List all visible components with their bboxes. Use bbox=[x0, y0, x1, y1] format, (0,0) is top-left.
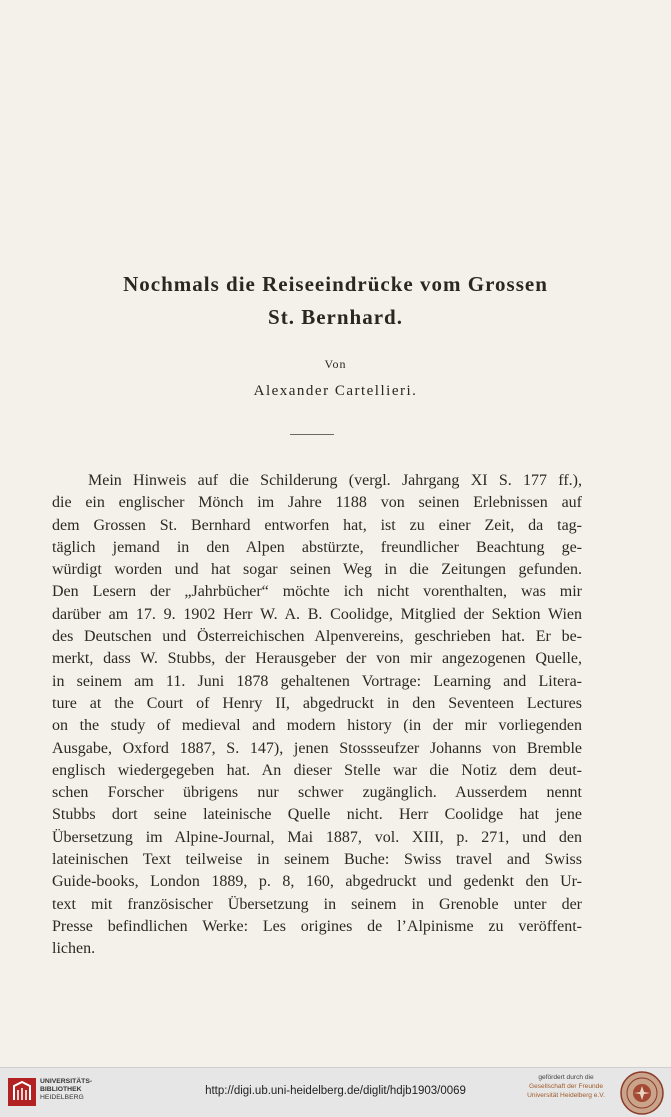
body-line: lichen. bbox=[52, 940, 96, 958]
body-line: lateinischen Text teilweise in seinem Buche: Swiss travel and Swiss bbox=[52, 851, 582, 869]
body-line: englisch wiedergegeben hat. An dieser Stelle war die Notiz dem deut- bbox=[52, 761, 582, 779]
body-line: on the study of medieval and modern history (in der mir vorliegenden bbox=[52, 717, 582, 735]
body-line: schen Forscher übrigens nur schwer zugänglich. Ausserdem nennt bbox=[52, 784, 582, 802]
viewer-footer bbox=[0, 1067, 671, 1117]
permalink-url[interactable]: http://digi.ub.uni-heidelberg.de/diglit/hdjb1903/0069 bbox=[205, 1085, 466, 1097]
body-line: in seinem am 11. Juni 1878 gehaltenen Vortrage: Learning and Litera- bbox=[52, 672, 582, 690]
article-body bbox=[52, 470, 582, 961]
body-line: darüber am 17. 9. 1902 Herr W. A. B. Coolidge, Mitglied der Sektion Wien bbox=[52, 605, 582, 623]
sponsor-credit bbox=[520, 1073, 612, 1100]
section-divider bbox=[290, 434, 334, 435]
body-line: ture at the Court of Henry II, abgedruckt in den Seventeen Lectures bbox=[52, 694, 582, 712]
library-name-line: UNIVERSITÄTS- bbox=[40, 1078, 93, 1085]
body-line: Ausgabe, Oxford 1887, S. 147), jenen Stossseufzer Johanns von Bremble bbox=[52, 739, 582, 757]
body-line: dem Grossen St. Bernhard entworfen hat, ist zu einer Zeit, da tag- bbox=[52, 516, 582, 534]
body-line: text mit französischer Übersetzung in seinem in Grenoble unter der bbox=[52, 895, 582, 913]
body-line: merkt, dass W. Stubbs, der Herausgeber der von mir angezogenen Quelle, bbox=[52, 650, 582, 668]
body-line: Mein Hinweis auf die Schilderung (vergl. Jahrgang XI S. 177 ff.), bbox=[88, 472, 582, 489]
sponsor-lead: gefördert durch die bbox=[538, 1074, 594, 1081]
library-name-line: HEIDELBERG bbox=[40, 1094, 84, 1101]
article-title-line-2: St. Bernhard. bbox=[268, 305, 403, 329]
body-line: Guide-books, London 1889, p. 8, 160, abgedruckt und gedenkt den Ur- bbox=[52, 873, 582, 891]
body-line: Stubbs dort seine lateinische Quelle nicht. Herr Coolidge hat jene bbox=[52, 806, 582, 824]
body-line: des Deutschen und Österreichischen Alpenvereins, geschrieben hat. Er be- bbox=[52, 628, 582, 646]
body-line: Den Lesern der „Jahrbücher“ möchte ich nicht vorenthalten, was mir bbox=[52, 583, 582, 601]
body-line: Presse befindlichen Werke: Les origines de l’Alpinisme zu veröffent- bbox=[52, 917, 582, 935]
body-line: Übersetzung im Alpine-Journal, Mai 1887, vol. XIII, p. 271, und den bbox=[52, 828, 582, 846]
university-seal-icon bbox=[620, 1071, 664, 1115]
body-line: täglich jemand in den Alpen abstürzte, freundlicher Beachtung ge- bbox=[52, 538, 582, 556]
byline-von: Von bbox=[324, 357, 347, 371]
library-name-line: BIBLIOTHEK bbox=[40, 1086, 82, 1093]
sponsor-name-line: Universität Heidelberg e.V. bbox=[527, 1092, 605, 1099]
author-name: Alexander Cartellieri. bbox=[253, 383, 418, 399]
body-line: würdigt worden und hat sogar seinen Weg in die Zeitungen gefunden. bbox=[52, 561, 582, 579]
body-line: die ein englischer Mönch im Jahre 1188 von seinen Erlebnissen auf bbox=[52, 494, 582, 512]
sponsor-name-line: Gesellschaft der Freunde bbox=[528, 1083, 604, 1090]
article-title-line-1: Nochmals die Reiseeindrücke vom Grossen bbox=[123, 272, 548, 296]
